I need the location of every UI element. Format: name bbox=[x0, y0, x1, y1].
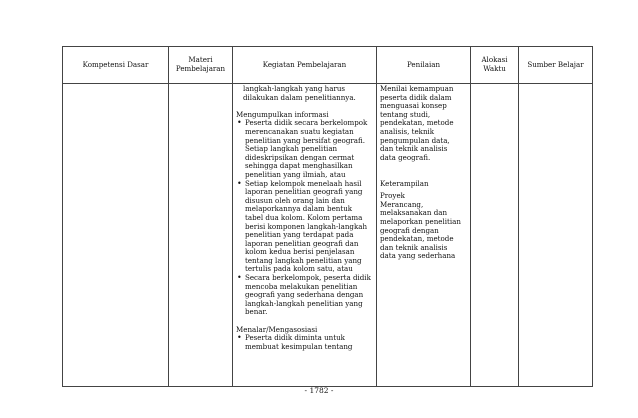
text-line: data geografi. bbox=[380, 152, 431, 162]
bullet-item bbox=[236, 180, 373, 275]
text-line: melaporkan penelitian bbox=[380, 216, 461, 226]
section-heading-menalar: Menalar/Mengasosiasi bbox=[236, 324, 318, 334]
header-materi-pembelajaran bbox=[169, 47, 233, 84]
penilaian-proyek bbox=[380, 192, 467, 261]
text-line: disusun oleh orang lain dan bbox=[245, 195, 345, 205]
table-row bbox=[63, 84, 593, 387]
text-line: dideskripsikan dengan cermat bbox=[245, 152, 355, 162]
text-line: dan teknik analisis bbox=[380, 144, 448, 154]
text-line: mencoba melakukan penelitian bbox=[245, 281, 358, 291]
text-line: merencanakan suatu kegiatan bbox=[245, 126, 354, 136]
section-heading-keterampilan: Keterampilan bbox=[380, 178, 429, 188]
text-line: geografi yang sederhana dengan bbox=[245, 290, 364, 300]
text-line: melaporkannya dalam bentuk bbox=[245, 204, 353, 214]
text-line: data yang sederhana bbox=[380, 251, 456, 261]
text-line: • Peserta didik diminta untuk bbox=[245, 333, 345, 343]
kegiatan-intro bbox=[236, 85, 373, 102]
table-header-row bbox=[63, 47, 593, 84]
cell-sumber-belajar bbox=[519, 84, 593, 387]
header-alokasi-waktu bbox=[471, 47, 519, 84]
page-number: - 1782 - bbox=[304, 386, 334, 395]
text-line: sehingga dapat menghasilkan bbox=[245, 161, 353, 171]
cell-materi-pembelajaran bbox=[169, 84, 233, 387]
header-alokasi-line: Alokasi bbox=[481, 55, 508, 65]
header-materi-line: Materi bbox=[188, 55, 213, 65]
header-alokasi-line: Waktu bbox=[483, 64, 506, 73]
cell-alokasi-waktu bbox=[471, 84, 519, 387]
text-line: geografi dengan bbox=[380, 225, 439, 235]
text-line: penelitian yang ilmiah, atau bbox=[245, 169, 346, 179]
penilaian-pengetahuan bbox=[380, 85, 467, 162]
text-line: membuat kesimpulan tentang bbox=[245, 341, 353, 351]
text-line: langkah-langkah penelitian yang bbox=[245, 298, 363, 308]
cell-kompetensi-dasar bbox=[63, 84, 169, 387]
text-line: • Secara berkelompok, peserta didik bbox=[245, 273, 371, 283]
syllabus-table bbox=[62, 46, 593, 387]
text-line: laporan penelitian geografi yang bbox=[245, 187, 363, 197]
text-line: kolom kedua berisi penjelasan bbox=[245, 247, 355, 257]
cell-penilaian bbox=[377, 84, 471, 387]
text-line: pendekatan, metode bbox=[380, 118, 454, 128]
text-line: langkah-langkah yang harus bbox=[243, 84, 346, 93]
section-heading-mengumpulkan: Mengumpulkan informasi bbox=[236, 109, 329, 119]
text-line: pendekatan, metode bbox=[380, 234, 454, 244]
header-kompetensi-dasar: Kompetensi Dasar bbox=[63, 47, 169, 84]
header-materi-line: Pembelajaran bbox=[175, 64, 226, 73]
text-line: dan teknik analisis bbox=[380, 242, 448, 252]
bullet-item bbox=[236, 274, 373, 317]
text-line: tertulis pada kolom satu, atau bbox=[245, 264, 353, 274]
text-line: Menilai kemampuan bbox=[380, 84, 454, 93]
text-line: pengumpulan data, bbox=[380, 135, 450, 145]
text-line: tabel dua kolom. Kolom pertama bbox=[245, 212, 363, 222]
bullet-item bbox=[236, 334, 373, 351]
cell-kegiatan-pembelajaran bbox=[233, 84, 377, 387]
text-line: • Peserta didik secara berkelompok bbox=[245, 118, 368, 128]
text-line: melaksanakan dan bbox=[380, 208, 448, 218]
text-line: tentang langkah penelitian yang bbox=[245, 255, 362, 265]
text-line: Merancang, bbox=[380, 199, 424, 209]
header-sumber-belajar: Sumber Belajar bbox=[519, 47, 593, 84]
text-line: • Setiap kelompok menelaah hasil bbox=[245, 178, 362, 188]
text-line: penelitian yang terdapat pada bbox=[245, 230, 354, 240]
text-line: dilakukan dalam penelitiannya. bbox=[243, 92, 356, 102]
bullet-item bbox=[236, 119, 373, 179]
text-line: analisis, teknik bbox=[380, 126, 435, 136]
text-line: berisi komponen langkah-langkah bbox=[245, 221, 368, 231]
text-line: benar. bbox=[245, 307, 268, 317]
text-line: penelitian yang bersifat geografi. bbox=[245, 135, 365, 145]
text-line: laporan penelitian geografi dan bbox=[245, 238, 359, 248]
header-penilaian: Penilaian bbox=[377, 47, 471, 84]
text-line: menguasai konsep bbox=[380, 101, 447, 111]
text-line: tentang studi, bbox=[380, 109, 431, 119]
text-line: Setiap langkah penelitian bbox=[245, 144, 338, 154]
header-kegiatan-pembelajaran: Kegiatan Pembelajaran bbox=[233, 47, 377, 84]
text-line: peserta didik dalam bbox=[380, 92, 452, 102]
text-line: Proyek bbox=[380, 191, 405, 201]
